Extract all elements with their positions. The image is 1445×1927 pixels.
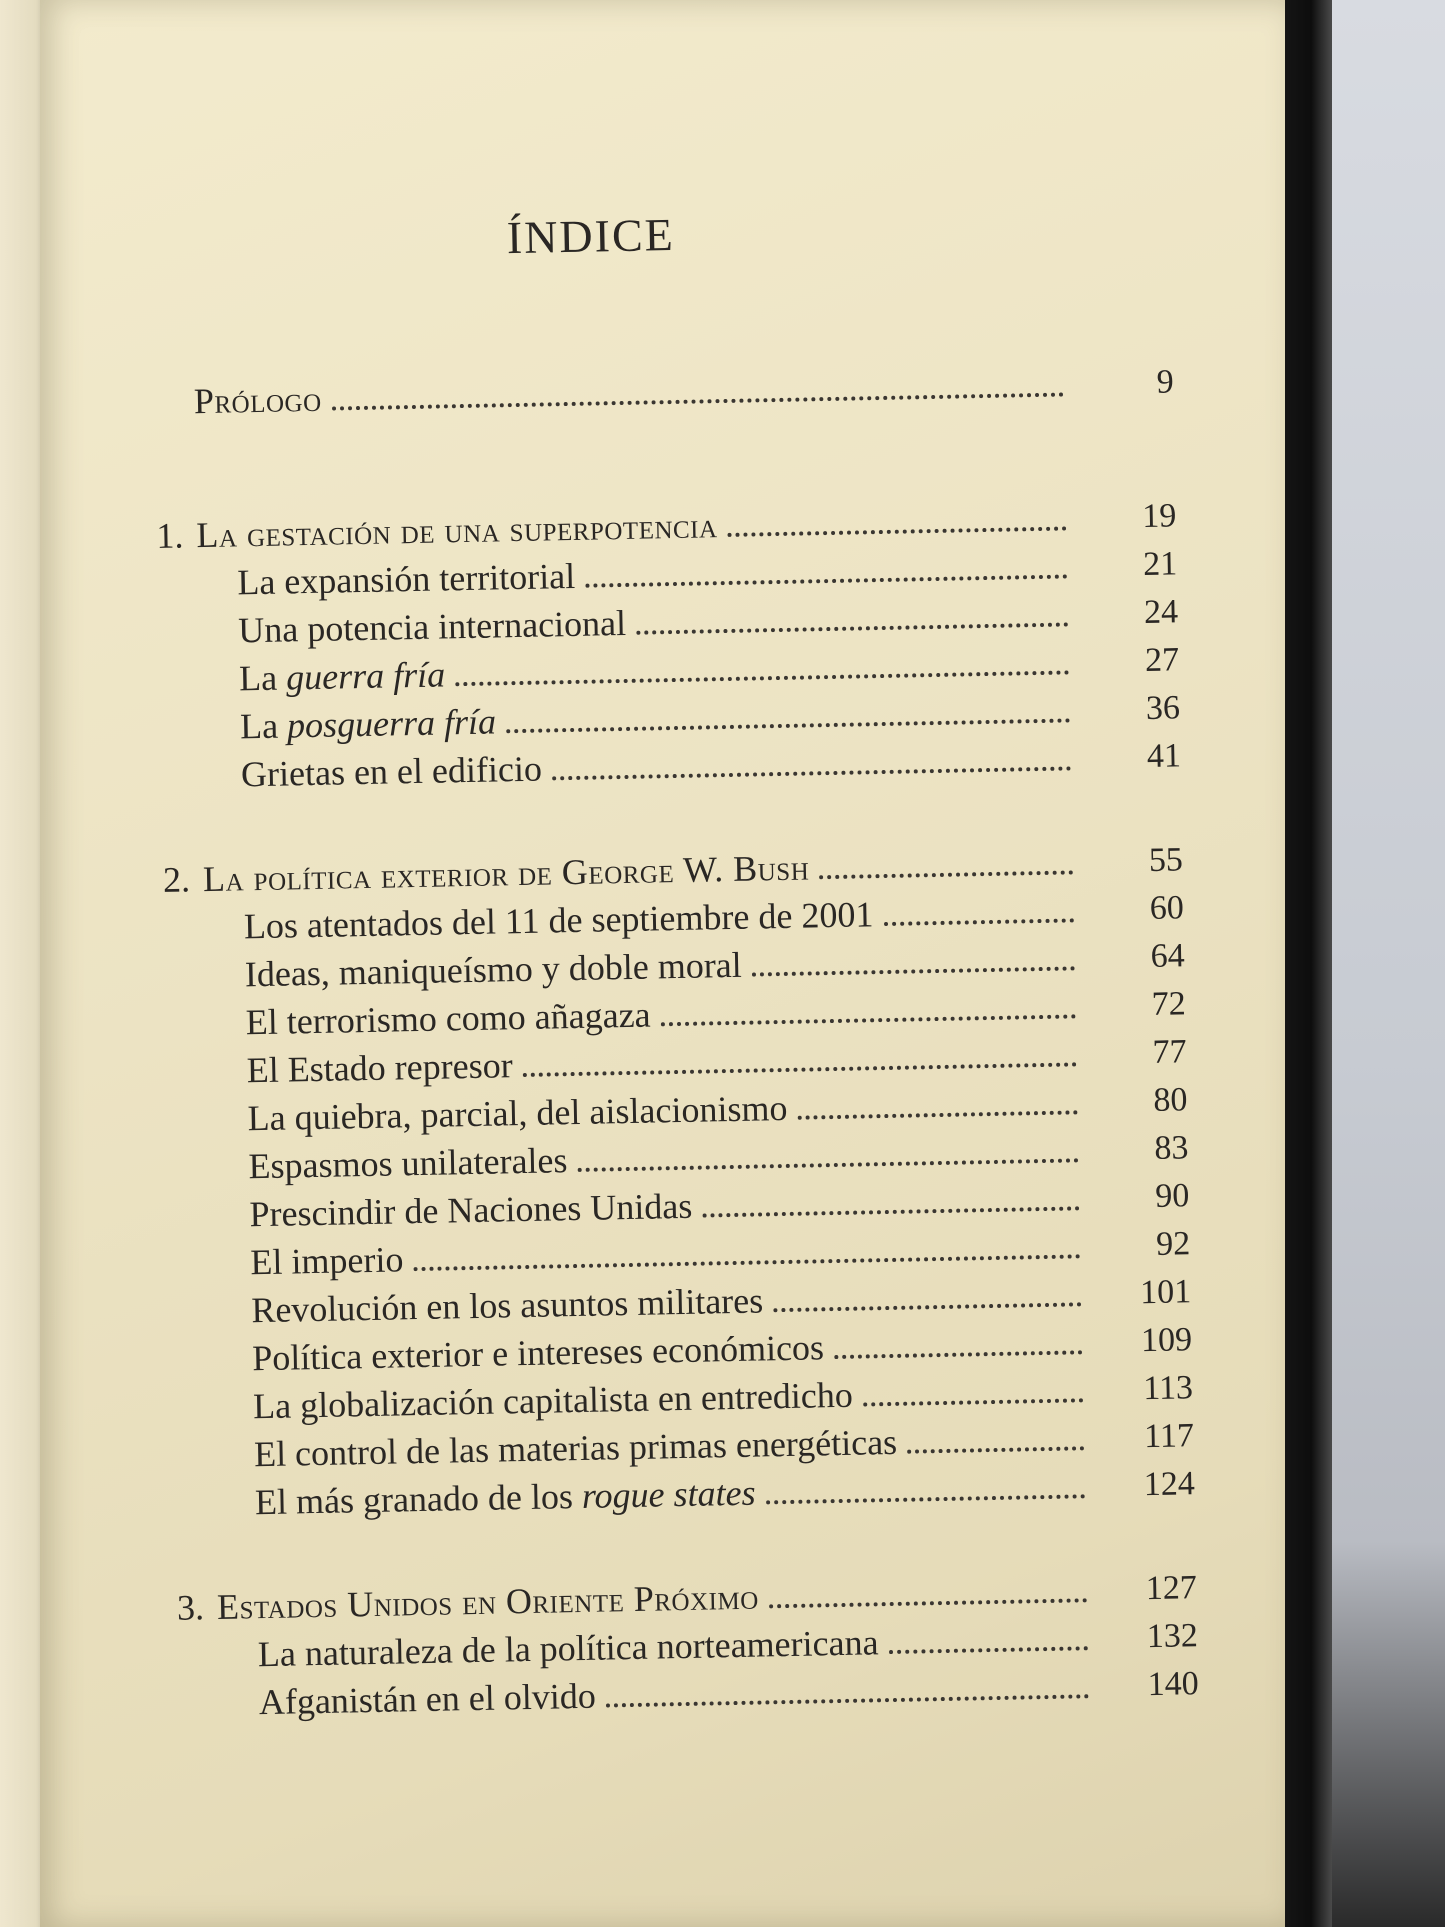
entry-page: 77 [1152, 1033, 1187, 1071]
dot-leader [332, 388, 1064, 410]
dot-leader [728, 522, 1067, 537]
entry-page: 109 [1140, 1321, 1193, 1360]
dot-leader [834, 1346, 1082, 1359]
dot-leader [889, 1642, 1088, 1654]
section-title: El control de las materias primas energéticas [253, 1421, 898, 1475]
entry-page: 27 [1144, 641, 1180, 679]
section-title: Ideas, maniqueísmo y doble moral [244, 944, 743, 995]
section-title: El Estado represor [246, 1045, 513, 1091]
section-title: Política exterior e intereses económicos [251, 1327, 825, 1379]
entry-page: 117 [1143, 1417, 1195, 1456]
entry-label: Prólogo [193, 378, 322, 422]
chapter-title: Estados Unidos en Oriente Próximo [216, 1576, 760, 1627]
section-title-italic: guerra fría [285, 654, 446, 698]
dot-leader [797, 1106, 1077, 1119]
section-title: La [238, 657, 287, 699]
section-title: Revolución en los asuntos militares [250, 1280, 764, 1331]
section-title: La naturaleza de la política norteamericana [257, 1622, 879, 1675]
dot-leader [455, 666, 1069, 686]
entry-page: 41 [1146, 737, 1182, 775]
section-title: La quiebra, parcial, del aislacionismo [247, 1087, 788, 1139]
entry-page: 21 [1142, 545, 1178, 583]
dot-leader [863, 1394, 1083, 1406]
entry-page: 80 [1153, 1081, 1188, 1119]
table-of-contents [150, 180, 1199, 1725]
chapter-title: La gestación de una superpotencia [196, 505, 718, 556]
dot-leader [585, 570, 1067, 587]
entry-page: 127 [1145, 1569, 1198, 1608]
dot-leader [907, 1442, 1084, 1453]
section-title: Afganistán en el olvido [258, 1675, 597, 1723]
section-title: Prescindir de Naciones Unidas [249, 1185, 693, 1235]
dot-leader [578, 1154, 1079, 1172]
entry-page: 19 [1141, 497, 1177, 536]
chapter-number: 1. [156, 515, 184, 556]
section-title: Una potencia internacional [237, 602, 627, 651]
entry-page: 124 [1143, 1465, 1196, 1504]
dot-leader [552, 762, 1071, 780]
dot-leader [661, 1010, 1076, 1026]
entry-page: 55 [1148, 841, 1184, 879]
section-title: La [239, 705, 288, 747]
dot-leader [883, 914, 1074, 926]
chapter-number: 2. [162, 859, 191, 900]
section-title: Los atentados del 11 de septiembre de 2001 [243, 894, 874, 947]
dot-leader [606, 1690, 1089, 1707]
dot-leader [769, 1594, 1087, 1608]
section-title: Grietas en el edificio [240, 748, 543, 795]
dot-leader [773, 1298, 1081, 1312]
dot-leader [752, 962, 1075, 976]
entry-page: 92 [1155, 1225, 1191, 1263]
section-title: El más granado de los [254, 1475, 583, 1523]
page-title: ÍNDICE [506, 208, 676, 264]
section-title: El terrorismo como añagaza [245, 994, 651, 1043]
entry-page: 132 [1146, 1617, 1199, 1656]
entry-page: 24 [1143, 593, 1179, 631]
chapter-title: La política exterior de George W. Bush [202, 847, 810, 900]
section-title: El imperio [250, 1239, 404, 1283]
dot-leader [636, 618, 1068, 634]
dot-leader [819, 866, 1073, 879]
dot-leader [702, 1202, 1079, 1217]
entry-page: 9 [1156, 363, 1175, 401]
entry-page: 90 [1154, 1177, 1190, 1215]
entry-page: 36 [1145, 689, 1181, 727]
book-page [40, 0, 1285, 1927]
entry-page: 60 [1149, 889, 1185, 927]
section-title: Espasmos unilaterales [248, 1140, 568, 1187]
entry-page: 72 [1151, 985, 1186, 1023]
section-title-italic: posguerra fría [286, 701, 497, 746]
entry-page: 113 [1142, 1369, 1194, 1408]
dot-leader [523, 1058, 1077, 1077]
entry-page: 64 [1150, 937, 1186, 975]
entry-page: 140 [1147, 1665, 1200, 1704]
chapter-number: 3. [176, 1587, 205, 1628]
entry-page: 101 [1139, 1273, 1192, 1312]
dot-leader [766, 1490, 1086, 1504]
section-title: La globalización capitalista en entredicho [252, 1374, 854, 1427]
dot-leader [413, 1250, 1080, 1271]
entry-page: 83 [1154, 1129, 1189, 1167]
section-title: La expansión territorial [236, 555, 576, 603]
dot-leader [506, 714, 1070, 733]
section-title-italic: rogue states [581, 1472, 756, 1516]
